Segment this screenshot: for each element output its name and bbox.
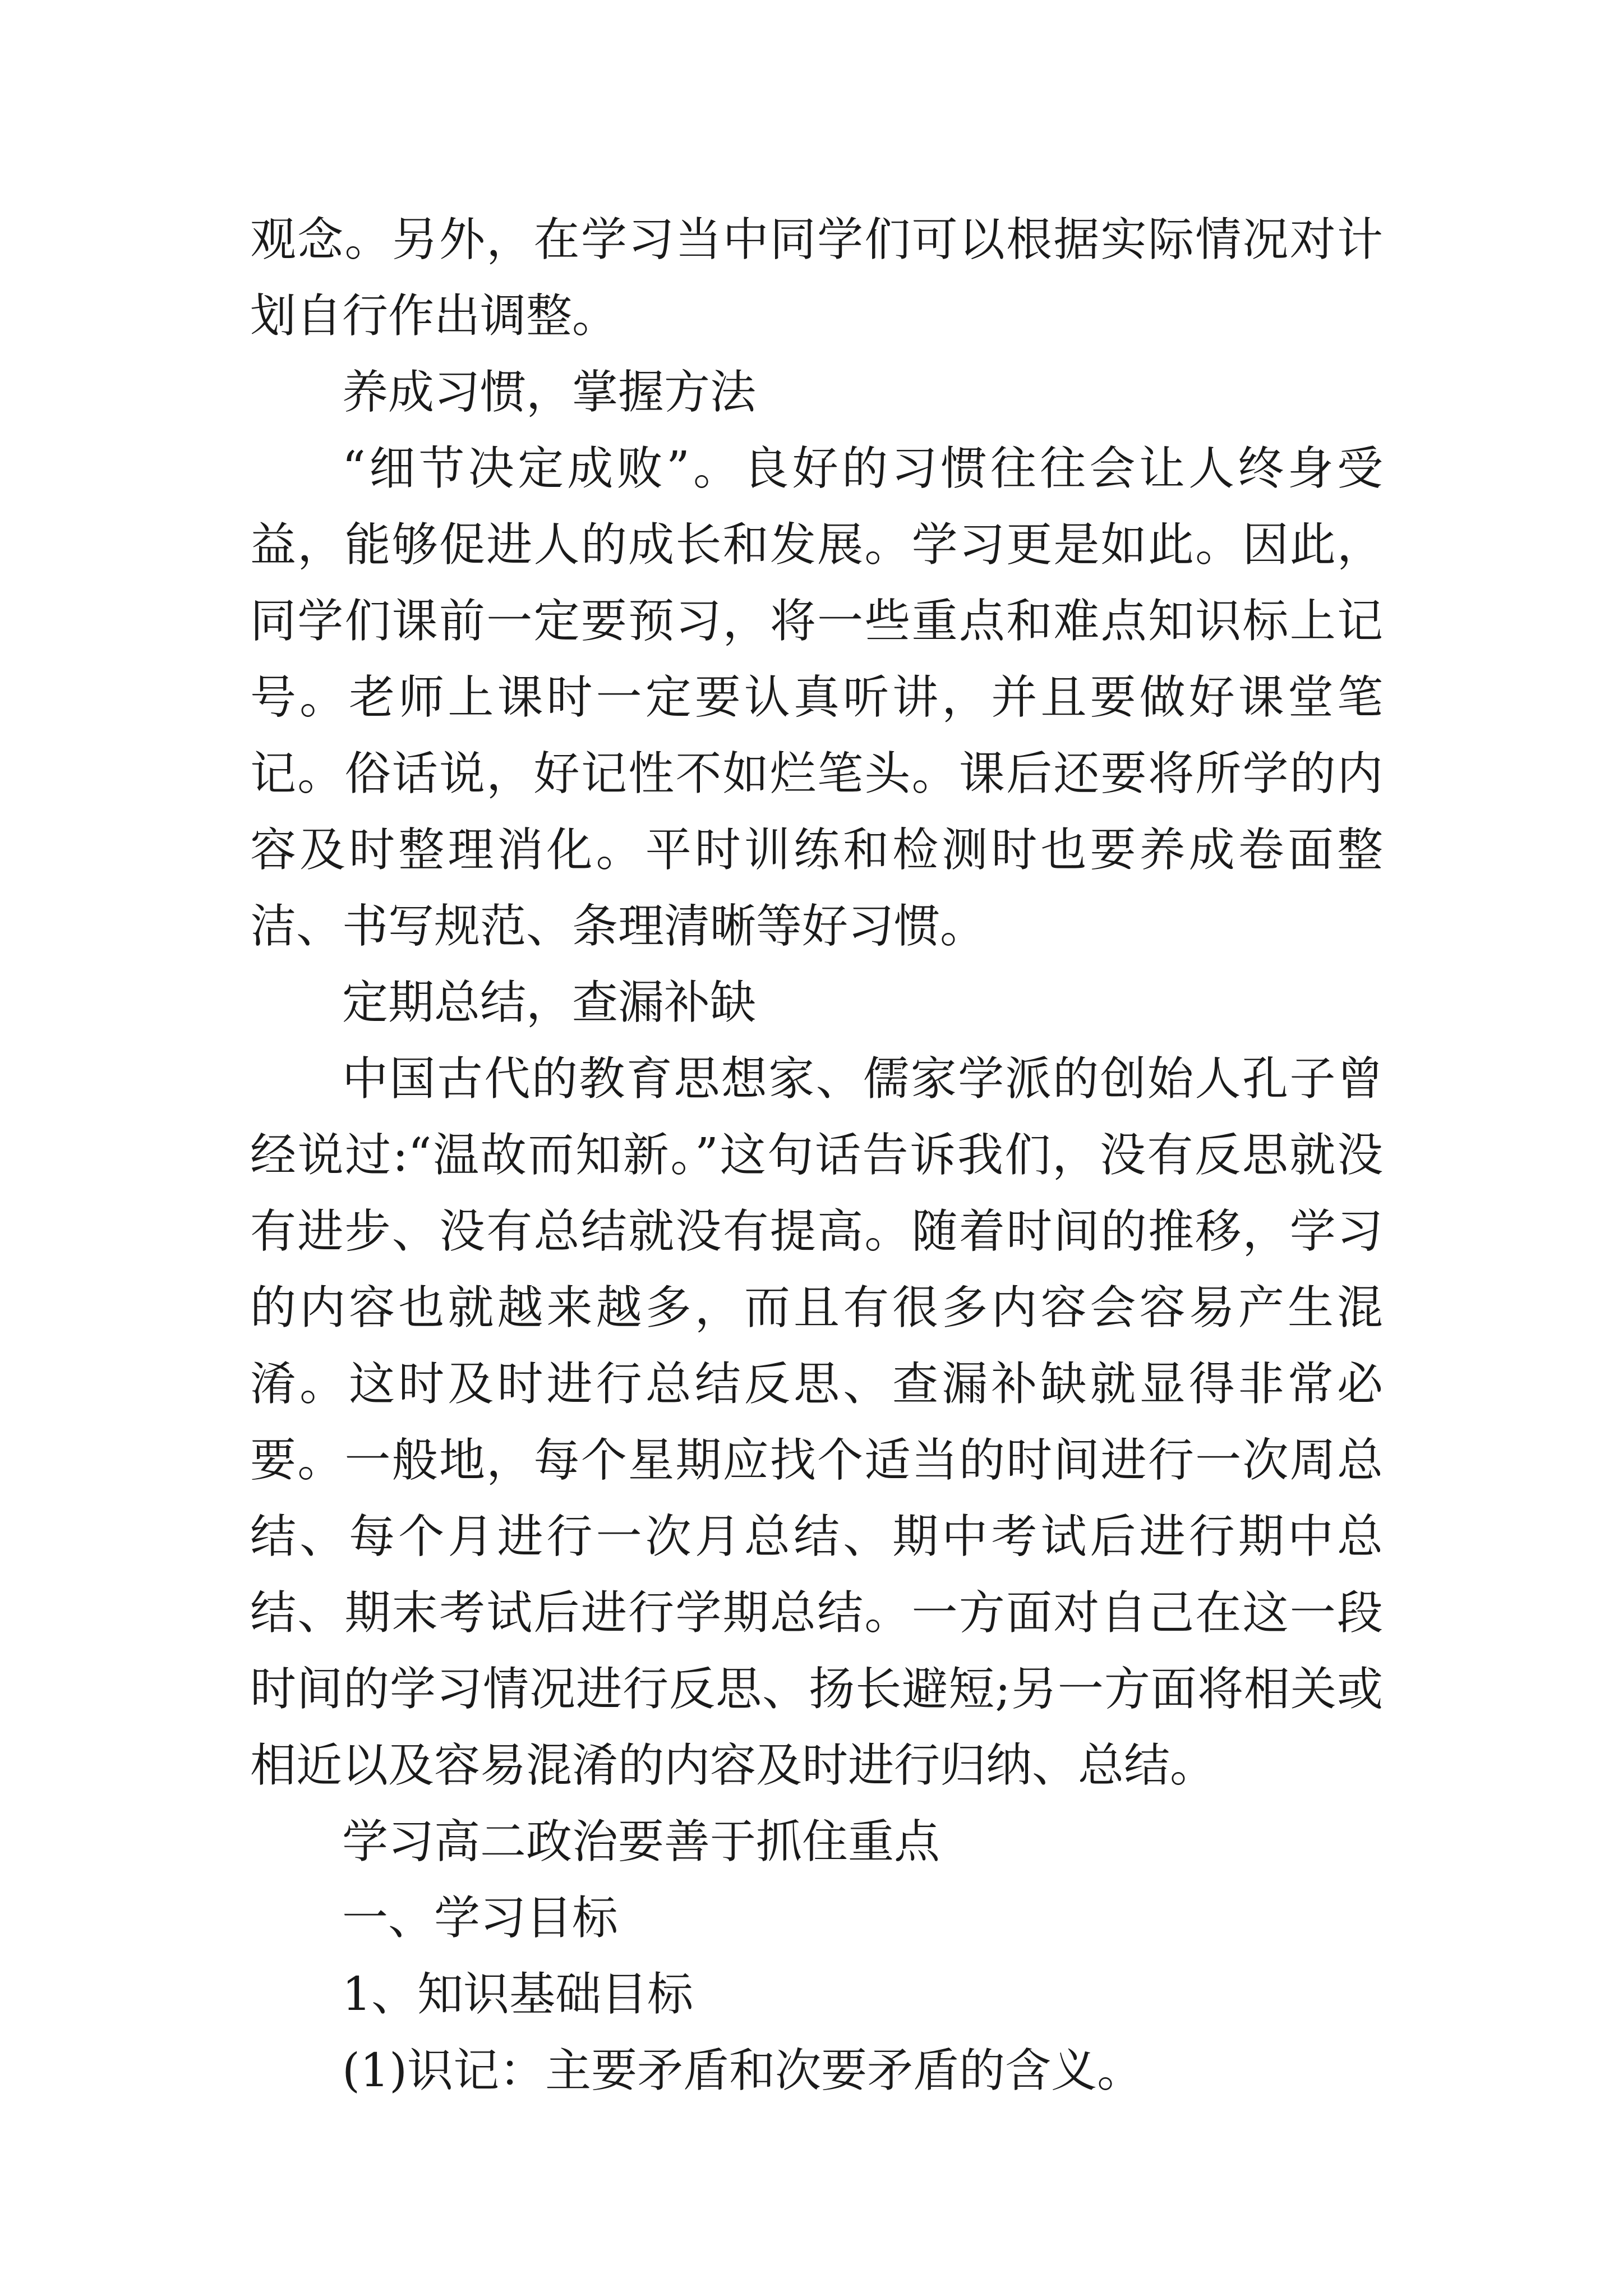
paragraph-summary: 中国古代的教育思想家、儒家学派的创始人孔子曾经说过:“温故而知新。”这句话告诉我们，没有反思就没有进步、没有总结就没有提高。随着时间的推移，学习的内容也就越来越多，而且有很多内容会容易产生混淆。这时及时进行总结反思、查漏补缺就显得非常必要。一般地，每个星期应找个适当的时间进行一次周总结、每个月进行一次月总结、期中考试后进行期中总结、期末考试后进行学期总结。一方面对自己在这一段时间的学习情况进行反思、扬长避短;另一方面将相关或相近以及容易混淆的内容及时进行归纳、总结。 (250, 1052, 1383, 1792)
paragraph-habits: “细节决定成败”。良好的习惯往往会让人终身受益，能够促进人的成长和发展。学习更是如此。因此，同学们课前一定要预习，将一些重点和难点知识标上记号。老师上课时一定要认真听讲，并且要做好课堂笔记。俗话说，好记性不如烂笔头。课后还要将所学的内容及时整理消化。平时训练和检测时也要养成卷面整洁、书写规范、条理清晰等好习惯。 (250, 442, 1383, 953)
section-heading-summary: 定期总结，查漏补缺 (342, 976, 757, 1029)
heading-learning-goals: 一、学习目标 (342, 1892, 619, 1945)
document-body (250, 202, 1383, 2109)
section-heading-habits: 养成习惯，掌握方法 (342, 366, 757, 419)
section-heading-focus: 学习高二政治要善于抓住重点 (342, 1815, 940, 1869)
list-item-memorize: (1)识记：主要矛盾和次要矛盾的含义。 (342, 2044, 1144, 2097)
paragraph-continuation: 观念。另外，在学习当中同学们可以根据实际情况对计划自行作出调整。 (250, 213, 1383, 343)
heading-knowledge-goals: 1、知识基础目标 (342, 1968, 694, 2021)
